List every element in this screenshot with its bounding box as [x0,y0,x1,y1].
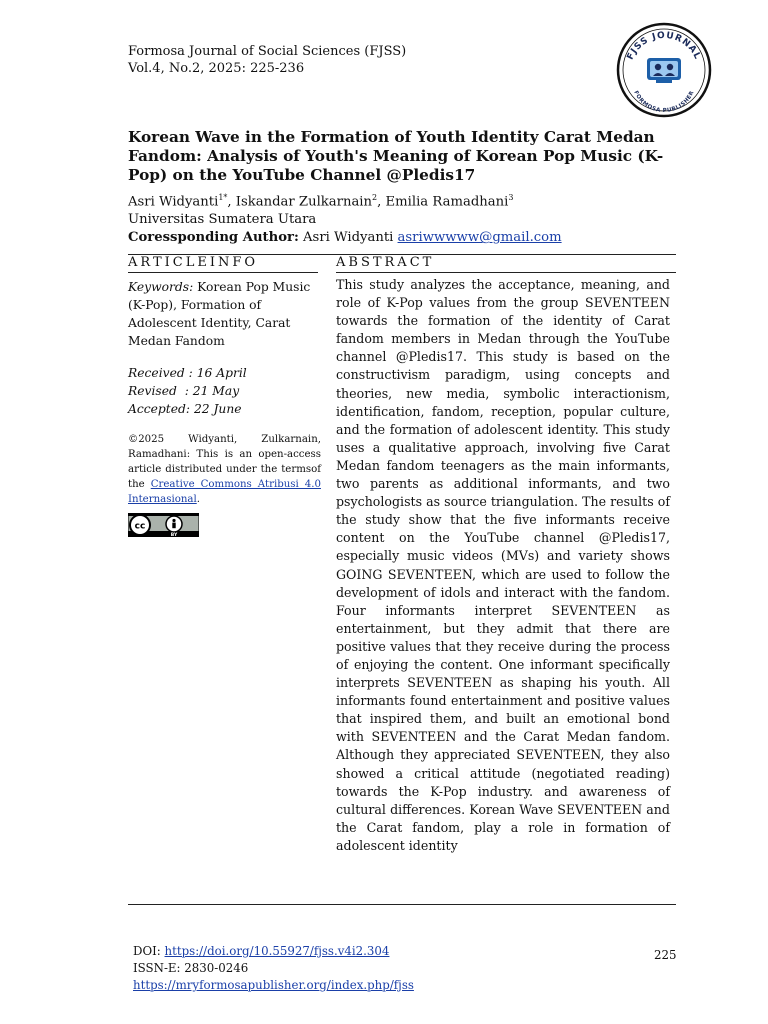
author-list [128,189,562,211]
svg-text:cc: cc [134,521,146,532]
author-name: Emilia Ramadhani [385,194,509,210]
article-title: Korean Wave in the Formation of Youth Identity Carat Medan Fandom: Analysis of Youth's Meaning of Korean Pop Music (K-Pop) on the YouTube Channel @Pledis17 [128,128,664,184]
author-mark: 3 [508,193,514,202]
svg-text:BY: BY [170,533,178,537]
revised-date: Revised : 21 May [128,384,240,398]
journal-header [128,43,406,77]
footer [133,943,414,994]
author-separator: , [377,194,386,210]
article-dates [128,364,321,418]
license-link[interactable]: Creative Commons Atribusi 4.0 Internasional [128,479,321,505]
section-divider-bottom [128,904,676,905]
received-date: Received : 16 April [128,366,247,380]
author-mark: 2 [372,193,378,202]
accepted-date: Accepted: 22 June [128,402,242,416]
logo-bottom-text: FORMOSA PUBLISHER [632,90,696,115]
page-number: 225 [654,948,677,962]
author-name: Iskandar Zulkarnain [235,194,373,210]
license-text: ©2025 Widyanti, Zulkarnain, Ramadhani: This is an open-access article distributed under the termsof the [128,434,321,490]
article-info-heading: ARTICLEINFO [128,255,259,270]
corresponding-author [128,229,562,247]
abstract-text: This study analyzes the acceptance, meaning, and role of K-Pop values from the group SEVENTEEN towards the formation of the identity of Carat fandom members in Medan through the YouTube channel @Pledis17. This study is based on the constructivism paradigm, using concepts and theories, new media, symbolic interactionism, identification, fandom, reception, popular culture, and the formation of adolescent identity. This study uses a qualitative approach, involving five Carat Medan fandom teenagers as the main informants, two parents as additional informants, and two psychologists as source triangulation. The results of the study show that the five informants receive content on the YouTube channel @Pledis17, especially music videos (MVs) and variety shows GOING SEVENTEEN, which are used to follow the development of idols and interact with the fandom. Four informants interpret SEVENTEEN as entertainment, but they admit that there are positive values that they receive during the process of enjoying the content. One informant specifically interprets SEVENTEEN as shaping his youth. All informants found entertainment and positive values that inspired them, and built an emotional bond with SEVENTEEN and the Carat Medan fandom. Although they appreciated SEVENTEEN, they also showed a critical attitude (negotiated reading) towards the K-Pop industry. and awareness of cultural differences. Korean Wave SEVENTEEN and the Carat fandom, play a role in formation of adolescent identity [336,277,670,853]
affiliation: Universitas Sumatera Utara [128,212,317,228]
journal-site-link[interactable]: https://mryformosapublisher.org/index.php/fjss [133,978,414,992]
volume-info: Vol.4, No.2, 2025: 225-236 [128,61,305,76]
author-block [128,189,562,247]
fjss-journal-logo [610,20,718,120]
logo-top-text: FJSS JOURNAL [625,30,703,62]
cc-by-icon[interactable] [128,513,199,537]
abstract-underline [336,272,676,273]
author-separator: , [227,194,236,210]
doi-link[interactable]: https://doi.org/10.55927/fjss.v4i2.304 [164,944,390,958]
corresponding-label: Coressponding Author: [128,230,299,246]
article-info-column [128,278,321,537]
author-name: Asri Widyanti [128,194,219,210]
corresponding-name: Asri Widyanti [303,230,394,246]
doi-line [133,943,414,960]
keywords [128,278,321,350]
corresponding-email-link[interactable]: asriwwwww@gmail.com [397,230,562,246]
abstract-heading: ABSTRACT [336,255,435,270]
article-info-underline [128,272,318,273]
logo-emblem-icon [647,58,681,83]
license-statement [128,432,321,507]
journal-name: Formosa Journal of Social Sciences (FJSS) [128,44,407,59]
keywords-label: Keywords: [128,280,194,294]
author-mark: 1* [218,193,228,202]
license-end: . [196,494,200,505]
issn: ISSN-E: 2830-0246 [133,961,249,975]
doi-label: DOI: [133,944,161,958]
keywords-text: Korean Pop Music (K-Pop), Formation of Adolescent Identity, Carat Medan Fandom [128,280,311,348]
